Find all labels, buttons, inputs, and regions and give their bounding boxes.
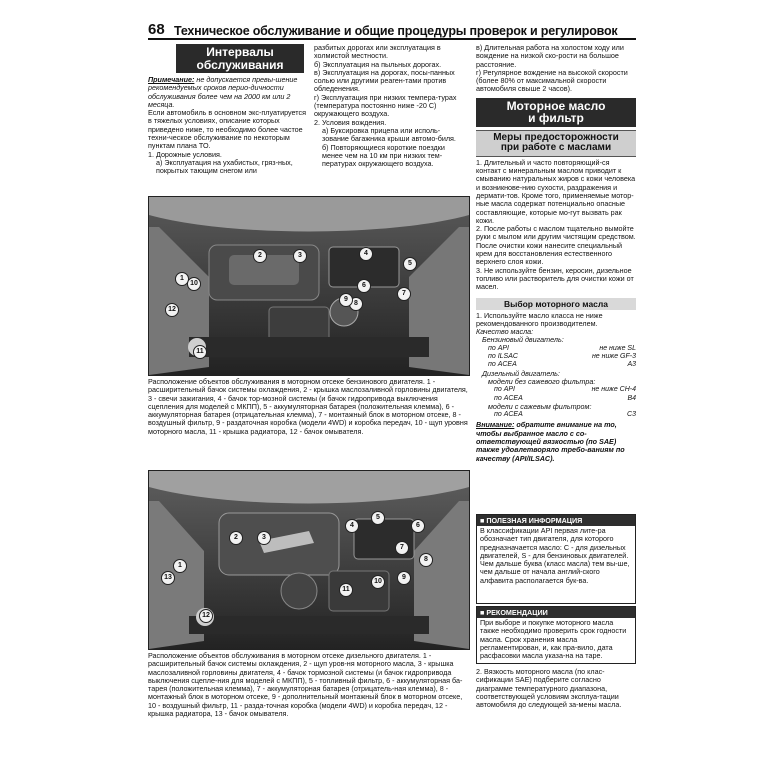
callout-12: 12 (199, 609, 213, 623)
bullet-icon: ■ (480, 608, 485, 617)
viscosity-paragraph: 2. Вязкость моторного масла (по клас-сификации SAE) подберите согласно диаграмме температурного диапазона, соответствующей условиям эксплуа-тации автомобиля до следующей за-мены масла. (476, 667, 622, 710)
subsection-title-oil-choice: Выбор моторного масла (476, 298, 636, 310)
list-item: разбитых дорогах или эксплуатация в холмистой местности. (314, 43, 441, 61)
list-item: в) Эксплуатация на дорогах, посы-панных солью или другими реаген-тами против обледенения. (314, 67, 455, 94)
spec-row: по ACEA C3 (494, 411, 636, 419)
callout-1: 1 (175, 272, 189, 286)
list-item: г) Эксплуатация при низких темпера-турах (температура постоянно ниже -20 С) окружающего воздуха. (314, 92, 457, 119)
intro-paragraph: Если автомобиль в основном экс-плуатируется в тяжелых условиях, описание которых приведено ниже, то необходимо более частое техни-ческое обслуживание по некоторым пунктам плана ТО. (148, 108, 306, 151)
recommendations-box-header: ■ РЕКОМЕНДАЦИИ (477, 607, 635, 618)
list-item: г) Регулярное вождение на высокой скорости (более 80% от максимальной скорости автомобиля свыше 2 часов). (476, 67, 628, 94)
list-item: б) Повторяющиеся короткие поездки менее чем на 10 км при низких тем-пературах окружающего воздуха. (322, 142, 445, 169)
callout-9: 9 (397, 571, 411, 585)
oil-choice-item: 1. Используйте масло класса не ниже рекомендованного производителем. (476, 310, 603, 328)
left-column (148, 44, 308, 176)
photo-caption-diesel: Расположение объектов обслуживания в моторном отсеке дизельного двигателя. 1 - расширительный бачок системы охлаждения, 2 - щуп уров-ня моторного масла, 3 - крышка маслозаливной горловины двигателя, 4 - бачок тормозной системы (и бачок гидропривода выключения сцепле-ния для моделей с МКПП), 5 - топливный фильтр, 6 - аккумуляторная ба-тарея (положительная клемма), 7 - аккумуляторная батарея (отрицатель-ная клемма), 8 - монтажный блок в моторном отсеке, 9 - дополнительный монтажный блок в моторном отсеке, 10 - воздушный фильтр, 11 - разда-точная коробка (модели 4WD) и коробка передач, 12 - крышка радиатора, 13 - бачок омывателя. (148, 651, 463, 719)
info-box-header: ■ ПОЛЕЗНАЯ ИНФОРМАЦИЯ (477, 515, 635, 526)
callout-4: 4 (359, 247, 373, 261)
list-item: а) Эксплуатация на ухабистых, гряз-ных, покрытых тающим снегом или (156, 157, 293, 176)
no-soot-label: модели без сажевого фильтра: (488, 376, 596, 386)
info-icon: ■ (480, 516, 485, 525)
attention-paragraph: Внимание: обратите внимание на то, чтобы выбранное масло с со-ответствующей вязкостью (по SAE) также удовлетворяло требо-ваниям по качеству (API/ILSAC). (476, 420, 625, 463)
precaution-item: 1. Длительный и часто повторяющий-ся контакт с минеральным маслом приводит к смыванию натуральных жиров с кожи человека и возникнове-нию сухости, раздражения и дермати-тов. Кроме того, применяемые мотор-ные масла содержат потенциально опасные составляющие, которые мо-гут вызвать рак кожи. (476, 157, 636, 225)
page-number: 68 (148, 21, 165, 38)
quality-label: Качество масла: (476, 327, 534, 337)
callout-8: 8 (349, 297, 363, 311)
callout-1: 1 (173, 559, 187, 573)
callout-3: 3 (257, 531, 271, 545)
info-box (476, 514, 636, 604)
callout-7: 7 (397, 287, 411, 301)
middle-column (314, 44, 466, 168)
spec-row: по ACEA A3 (488, 361, 636, 369)
callout-6: 6 (411, 519, 425, 533)
right-column (476, 44, 636, 463)
spec-row: по API не ниже SL (488, 344, 636, 352)
list-item: а) Буксировка прицепа или исполь-зование багажника крыши автомо-биля. (322, 125, 456, 144)
section-title-intervals: Интервалы обслуживания (176, 44, 304, 73)
callout-2: 2 (253, 249, 267, 263)
callout-11: 11 (339, 583, 353, 597)
section-title-oil: Моторное масло и фильтр (476, 98, 636, 127)
callout-8: 8 (419, 553, 433, 567)
manual-page (148, 18, 636, 760)
note-paragraph: Примечание: не допускается превы-шение рекомендуемых сроков перио-дичности обслуживания более чем на 2000 км или 2 месяца. (148, 75, 298, 109)
soot-label: модели с сажевым фильтром: (488, 401, 592, 411)
engine-photo-petrol (148, 196, 470, 376)
list-item: 2. Условия вождения. (314, 117, 387, 127)
callout-10: 10 (187, 277, 201, 291)
callout-5: 5 (371, 511, 385, 525)
diesel-label: Дизельный двигатель: (482, 368, 560, 378)
list-item: в) Длительная работа на холостом ходу или вождение на низкой ско-рости на большое расстояние. (476, 43, 624, 69)
spec-row: по ACEA B4 (494, 394, 636, 402)
spec-row: по API не ниже CH-4 (494, 386, 636, 394)
callout-2: 2 (229, 531, 243, 545)
photo-caption-petrol: Расположение объектов обслуживания в моторном отсеке бензинового двигателя. 1 - расширительный бачок системы охлаждения, 2 - крышка маслозаливной горловины двигателя, 3 - свечи зажигания, 4 - бачок тор-мозной системы (и бачок гидропривода выключения сцепления для моделей с МКПП), 5 - аккумуляторная батарея (положительная клемма), 6 - аккумуляторная батарея (отрицательная клемма), 7 - монтажный блок в моторном отсеке, 8 - воздушный фильтр, 9 - раздаточная коробка (модели 4WD) и коробка передач, 10 - щуп уровня моторного масла, 11 - крышка радиатора, 12 - бачок омывателя. (148, 377, 468, 436)
engine-photo-diesel (148, 470, 470, 650)
recommendations-box-text: При выборе и покупке моторного масла также необходимо проверить срок годности масла. Срок хранения масла регламентирован, и, как пра-вило, дата расфасовки масла указа-на на таре. (480, 618, 627, 661)
callout-3: 3 (293, 249, 307, 263)
list-item: 1. Дорожные условия. (148, 149, 222, 159)
page-title: Техническое обслуживание и общие процедуры проверок и регулировок (174, 24, 618, 38)
callout-11: 11 (193, 345, 207, 359)
callout-13: 13 (161, 571, 175, 585)
list-item: б) Эксплуатация на пыльных дорогах. (314, 59, 442, 69)
callout-5: 5 (403, 257, 417, 271)
subsection-title-precautions: Меры предосторожности при работе с маслами (476, 130, 636, 157)
precaution-item: 3. Не используйте бензин, керосин, дизельное топливо или растворитель для очистки кожи от масел. (476, 265, 634, 292)
callout-7: 7 (395, 541, 409, 555)
recommendations-box (476, 606, 636, 664)
callout-12: 12 (165, 303, 179, 317)
callout-9: 9 (339, 293, 353, 307)
callout-4: 4 (345, 519, 359, 533)
info-box-text: В классификации API первая лите-ра обозначает тип двигателя, для которого предназначается масло: С - для дизельных двигателей, S - для бензиновых двигателей. Чем дальше буква (класс масла) тем вы-ше, чем дальше от начала англий-ского алфавита располагается бук-ва. (480, 526, 630, 585)
callout-10: 10 (371, 575, 385, 589)
spec-row: по ILSAC не ниже GF-3 (488, 353, 636, 361)
callout-6: 6 (357, 279, 371, 293)
page-header (148, 18, 636, 40)
precaution-item: 2. После работы с маслом тщательно вымойте руки с мылом или другим чистящим средством. После очистки кожи нанесите специальный крем для восстановления естественного верхнего слоя кожи. (476, 224, 636, 267)
petrol-label: Бензиновый двигатель: (482, 335, 564, 345)
